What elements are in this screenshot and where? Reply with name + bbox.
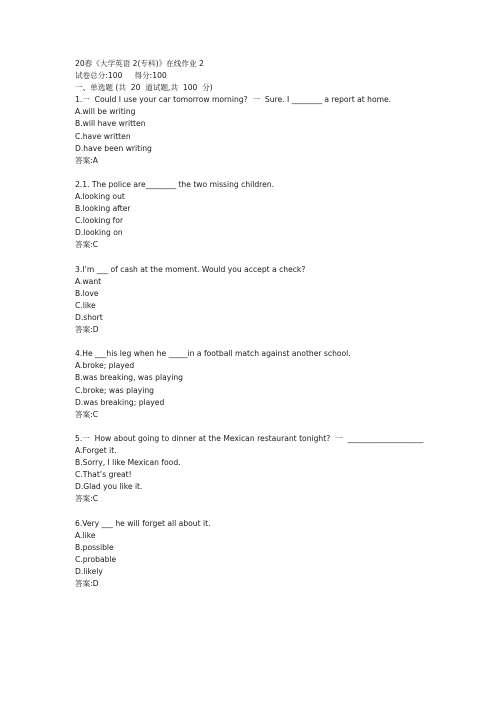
option-a: A.looking out xyxy=(75,192,125,202)
answer-line: 答案:A xyxy=(75,155,98,165)
option-d: D.likely xyxy=(75,566,103,576)
option-c: C.That’s great! xyxy=(75,470,132,480)
document-title: 20春《大学英语 2(专科)》在线作业 2 xyxy=(75,59,204,68)
option-d: D.short xyxy=(75,312,103,322)
question-stem: 5.一 How about going to dinner at the Mexican restaurant tonight? 一 ____________________ xyxy=(75,433,424,443)
question-stem: 2.1. The police are________ the two missing children. xyxy=(75,179,275,189)
score-line: 试卷总分:100 得分:100 xyxy=(75,71,167,81)
option-d: D.was breaking; played xyxy=(75,397,165,407)
option-a: A.Forget it. xyxy=(75,446,117,455)
question-block xyxy=(75,518,435,591)
option-b: B.looking after xyxy=(75,204,131,214)
answer-line: 答案:D xyxy=(75,579,99,589)
question-spacer xyxy=(75,505,435,517)
option-a: A.like xyxy=(75,530,96,540)
option-c: C.probable xyxy=(75,554,117,564)
question-block xyxy=(75,433,435,518)
answer-line: 答案:C xyxy=(75,494,99,504)
option-d: D.looking on xyxy=(75,228,123,238)
answer-line: 答案:C xyxy=(75,240,99,250)
answer-line: 答案:D xyxy=(75,325,99,335)
option-a: A.will be writing xyxy=(75,107,136,117)
answer-line: 答案:C xyxy=(75,409,99,419)
option-b: B.possible xyxy=(75,542,114,552)
question-stem: 3.I’m ___ of cash at the moment. Would you accept a check? xyxy=(75,264,306,274)
option-c: C.like xyxy=(75,300,96,310)
question-spacer xyxy=(75,336,435,348)
question-spacer xyxy=(75,167,435,179)
question-stem: 4.He ___his leg when he _____in a football match against another school. xyxy=(75,349,351,359)
option-b: B.love xyxy=(75,288,99,298)
question-stem: 1.一 Could I use your car tomorrow morning? 一 Sure. I ________ a report at home. xyxy=(75,95,392,105)
option-c: C.have written xyxy=(75,131,131,141)
question-block xyxy=(75,264,435,349)
option-a: A.want xyxy=(75,276,102,286)
question-block xyxy=(75,94,435,179)
document-page xyxy=(75,58,435,590)
option-d: D.have been writing xyxy=(75,143,152,153)
option-b: B.was breaking, was playing xyxy=(75,373,183,383)
option-b: B.will have written xyxy=(75,119,146,129)
option-c: C.broke; was playing xyxy=(75,385,154,395)
section-heading: 一、单选题 (共 20 道试题,共 100 分) xyxy=(75,83,213,93)
option-c: C.looking for xyxy=(75,216,124,226)
option-d: D.Glad you like it. xyxy=(75,482,143,492)
question-spacer xyxy=(75,252,435,264)
question-spacer xyxy=(75,421,435,433)
option-b: B.Sorry, I like Mexican food. xyxy=(75,458,181,468)
question-block xyxy=(75,179,435,264)
question-stem: 6.Very ___ he will forget all about it. xyxy=(75,518,211,528)
option-a: A.broke; played xyxy=(75,361,135,371)
question-block xyxy=(75,348,435,433)
